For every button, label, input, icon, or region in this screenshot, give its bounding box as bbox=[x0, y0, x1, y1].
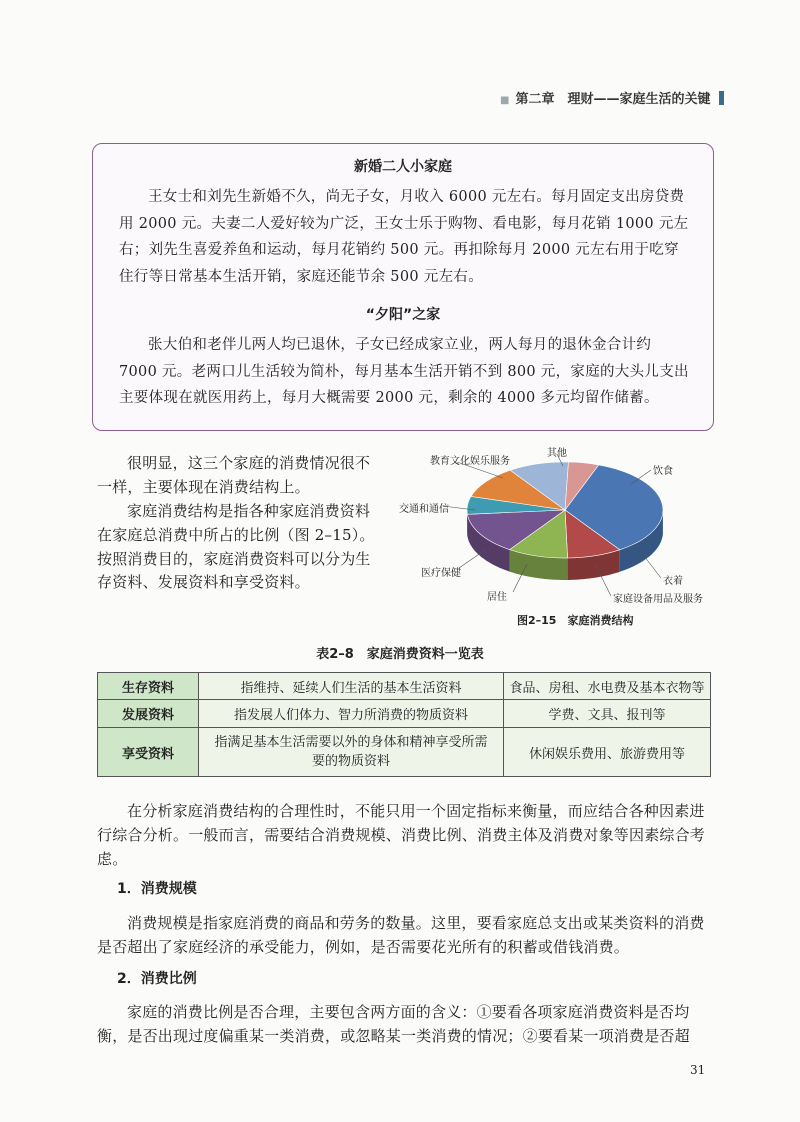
table-row-example: 食品、房租、水电费及基本衣物等 bbox=[504, 673, 711, 700]
pie-label-food: 饮食 bbox=[653, 466, 673, 477]
pie-leader-line bbox=[641, 552, 661, 578]
table-row-desc: 指满足基本生活需要以外的身体和精神享受所需要的物质资料 bbox=[199, 728, 504, 777]
pie-label-education: 教育文化娱乐服务 bbox=[430, 456, 510, 467]
header-bar-decoration bbox=[719, 91, 724, 105]
intro-paragraph-1: 很明显，这三个家庭的消费情况很不一样，主要体现在消费结构上。 bbox=[97, 454, 371, 496]
pie-leader-line bbox=[459, 550, 485, 568]
chapter-label: 第二章 bbox=[515, 92, 555, 107]
pie-label-transport: 交通和通信 bbox=[399, 504, 449, 515]
table-row bbox=[98, 700, 711, 728]
case2-title: “夕阳”之家 bbox=[365, 307, 441, 323]
pie-label-clothing: 衣着 bbox=[663, 576, 683, 587]
table-row-desc: 指维持、延续人们生活的基本生活资料 bbox=[199, 673, 504, 700]
table-row-desc: 指发展人们体力、智力所消费的物质资料 bbox=[199, 700, 504, 728]
pie-chart-figure bbox=[395, 440, 715, 630]
section-heading-ratio: 2．消费比例 bbox=[117, 971, 197, 987]
case2-paragraph: 张大伯和老伴儿两人均已退休，子女已经成家立业，两人每月的退休金合计约 7000 元。老两口儿生活较为简朴，每月基本生活开销不到 800 元，家庭的大头儿支出主要体现在就医用药上，每月大概需要 2000 元，剩余的 4000 多元均留作储蓄。 bbox=[119, 337, 689, 406]
consumption-table bbox=[97, 672, 711, 777]
table-row bbox=[98, 673, 711, 700]
body-paragraph-2: 消费规模是指家庭消费的商品和劳务的数量。这里，要看家庭总支出或某类资料的消费是否超出了家庭经济的承受能力，例如，是否需要花光所有的积蓄或借钱消费。 bbox=[97, 914, 705, 956]
table-row-head: 发展资料 bbox=[98, 700, 199, 728]
figure-caption: 图2–15 家庭消费结构 bbox=[517, 614, 634, 627]
running-header bbox=[500, 88, 724, 107]
table-row-example: 学费、文具、报刊等 bbox=[504, 700, 711, 728]
page-number: 31 bbox=[690, 1063, 706, 1077]
chapter-title: 理财——家庭生活的关键 bbox=[567, 92, 711, 107]
case1-title: 新婚二人小家庭 bbox=[354, 159, 452, 175]
table-row-example: 休闲娱乐费用、旅游费用等 bbox=[504, 728, 711, 777]
pie-label-housing: 居住 bbox=[487, 592, 507, 603]
pie-label-health: 医疗保健 bbox=[421, 568, 461, 579]
bullet-icon: ■ bbox=[500, 95, 510, 106]
section-heading-scale: 1．消费规模 bbox=[117, 881, 197, 897]
table-title: 表2–8 家庭消费资料一览表 bbox=[316, 647, 484, 662]
body-paragraph-3: 家庭的消费比例是否合理，主要包含两方面的含义：①要看各项家庭消费资料是否均衡，是否出现过度偏重某一类消费，或忽略某一类消费的情况；②要看某一项消费是否超 bbox=[97, 1003, 690, 1045]
table-row-head: 享受资料 bbox=[98, 728, 199, 777]
pie-label-household: 家庭设备用品及服务 bbox=[613, 594, 703, 605]
intro-paragraph-2: 家庭消费结构是指各种家庭消费资料在家庭总消费中所占的比例（图 2–15）。按照消费目的，家庭消费资料可以分为生存资料、发展资料和享受资料。 bbox=[97, 502, 375, 592]
case1-paragraph: 王女士和刘先生新婚不久，尚无子女，月收入 6000 元左右。每月固定支出房贷费用 2000 元。夫妻二人爱好较为广泛，王女士乐于购物、看电影，每月花销 1000 元左右；刘先生喜爱养鱼和运动，每月花销约 500 元。再扣除每月 2000 元左右用于吃穿住行等日常基本生活开销，家庭还能节余 500 元左右。 bbox=[119, 189, 689, 285]
pie-label-other: 其他 bbox=[547, 448, 567, 459]
case-study-box bbox=[92, 143, 714, 431]
body-paragraph-1: 在分析家庭消费结构的合理性时，不能只用一个固定指标来衡量，而应结合各种因素进行综合分析。一般而言，需要结合消费规模、消费比例、消费主体及消费对象等因素综合考虑。 bbox=[97, 802, 706, 868]
table-row-head: 生存资料 bbox=[98, 673, 199, 700]
table-row bbox=[98, 728, 711, 777]
